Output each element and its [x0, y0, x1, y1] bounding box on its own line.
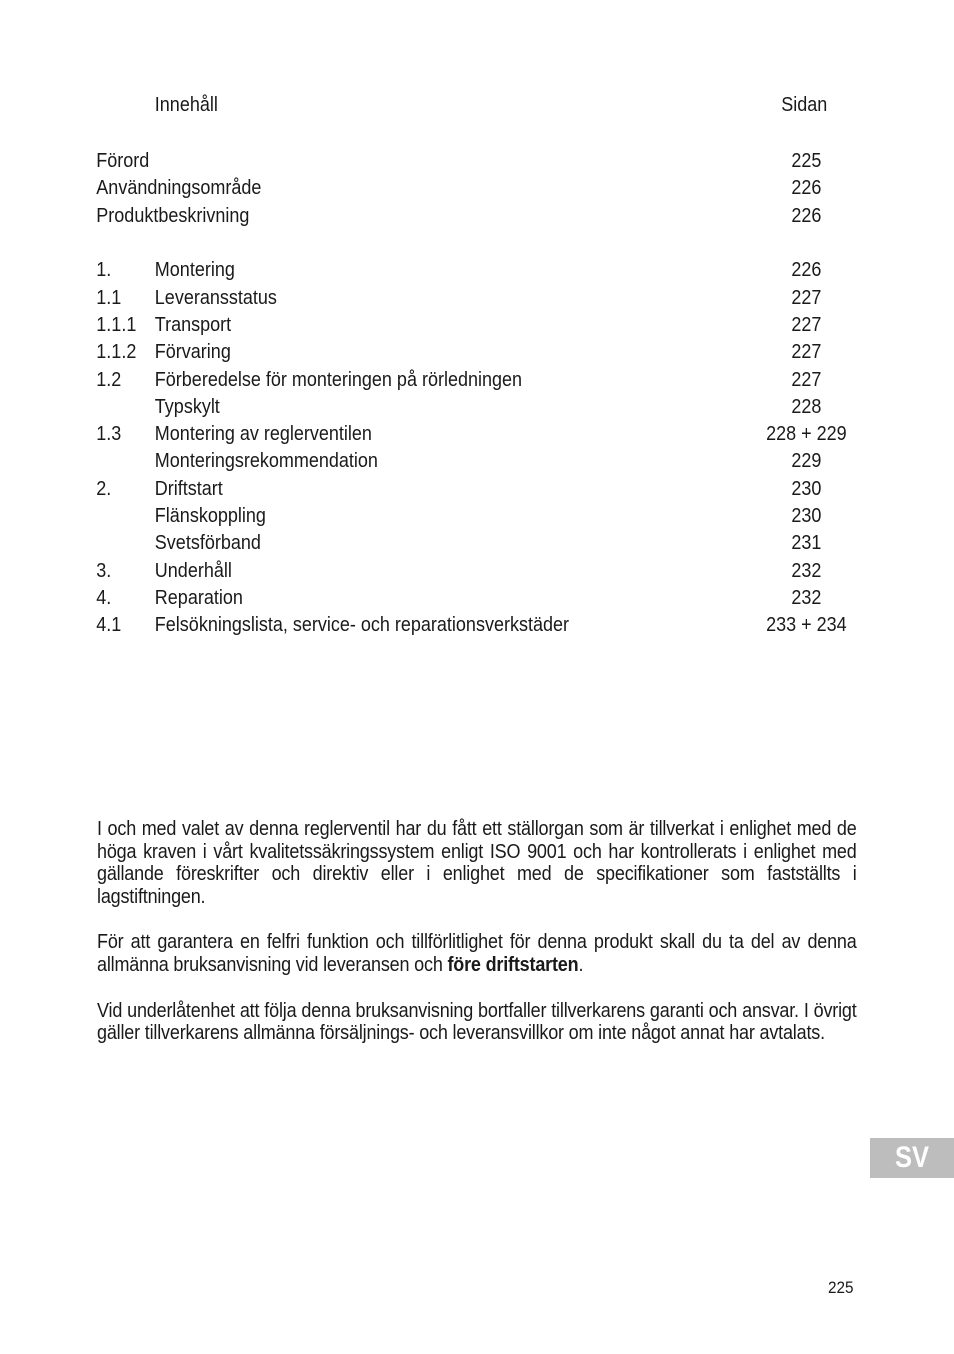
toc-row-section[interactable]: [0, 395, 954, 422]
toc-row-application-area[interactable]: [0, 176, 954, 203]
toc-row-page: 226: [791, 259, 822, 282]
intro-emphasis: före driftstarten: [447, 953, 579, 976]
toc-row-page: 229: [791, 450, 822, 473]
toc-row-title: Produktbeskrivning: [96, 204, 250, 227]
toc-row-title: Användningsområde: [96, 177, 262, 200]
toc-row-page: 225: [791, 150, 822, 172]
toc-row-page: 231: [791, 532, 822, 555]
toc-row-number: 1.3: [96, 423, 122, 446]
toc-row-page: 227: [791, 368, 822, 391]
toc-row-section[interactable]: [0, 477, 954, 504]
toc-row-title: Flänskoppling: [154, 505, 266, 528]
toc-page-heading: Sidan: [781, 94, 828, 116]
toc-row-section[interactable]: [0, 422, 954, 449]
toc-row-page: 226: [791, 177, 822, 200]
intro-paragraph-text: För att garantera en felfri funktion och tillförlitlighet för denna produkt skall du ta del av denna allmänna bruksanvisning vid leveransen och: [97, 931, 857, 976]
toc-row-page: 228: [791, 395, 822, 418]
toc-header: [0, 94, 859, 118]
toc-row-title: Monteringsrekommendation: [154, 450, 378, 473]
toc-row-section[interactable]: [0, 368, 954, 395]
toc-row-section[interactable]: [0, 258, 954, 285]
toc-row-title: Montering av reglerventilen: [154, 423, 372, 446]
toc-row-section[interactable]: [0, 559, 954, 586]
toc-heading: Innehåll: [154, 94, 218, 116]
toc-row-page: 230: [791, 477, 822, 500]
language-tab-label: SV: [894, 1141, 930, 1174]
toc-row-number: 1.: [96, 259, 112, 282]
toc-row-title: Förberedelse för monteringen på rörledningen: [154, 368, 523, 391]
toc-row-title: Förvaring: [154, 341, 231, 364]
toc-row-page: 232: [791, 586, 822, 609]
toc-row-section[interactable]: [0, 449, 954, 476]
toc-row-foreword[interactable]: [0, 149, 954, 176]
toc-row-product-description[interactable]: [0, 204, 954, 231]
toc-row-section[interactable]: [0, 504, 954, 531]
intro-paragraph: [97, 931, 857, 976]
toc-row-section[interactable]: [0, 340, 954, 367]
toc-row-section[interactable]: [0, 286, 954, 313]
toc-row-number: 1.1.2: [96, 341, 137, 364]
toc-row-number: 1.1.1: [96, 313, 137, 336]
toc-row-title: Reparation: [154, 586, 243, 609]
toc-spacer: [0, 231, 954, 259]
toc-row-number: 4.: [96, 586, 112, 609]
toc-row-number: 3.: [96, 559, 112, 582]
toc-row-section[interactable]: [0, 613, 954, 640]
intro-paragraph-end: .: [578, 953, 584, 976]
toc-row-title: Leveransstatus: [154, 286, 277, 309]
toc-row-number: 1.2: [96, 368, 122, 391]
toc-row-title: Förord: [96, 150, 150, 172]
toc-row-page: 233 + 234: [766, 614, 847, 637]
toc-row-page: 227: [791, 286, 822, 309]
toc-row-section[interactable]: [0, 531, 954, 558]
toc-row-title: Felsökningslista, service- och reparationsverkstäder: [154, 614, 569, 637]
toc-row-title: Typskylt: [154, 395, 220, 418]
page-number: 225: [828, 1278, 854, 1297]
table-of-contents: [0, 149, 954, 641]
toc-row-number: 4.1: [96, 614, 122, 637]
toc-row-section[interactable]: [0, 586, 954, 613]
toc-row-page: 228 + 229: [766, 423, 847, 446]
toc-row-title: Montering: [154, 259, 235, 282]
toc-row-number: 2.: [96, 477, 112, 500]
toc-row-number: 1.1: [96, 286, 122, 309]
toc-row-title: Svetsförband: [154, 532, 261, 555]
intro-paragraph: Vid underlåtenhet att följa denna bruksanvisning bortfaller tillverkarens garanti och ansvar. I övrigt gäller tillverkarens allmänna försäljnings- och leveransvillkor om inte något annat har avtalats.: [97, 999, 857, 1045]
toc-row-title: Driftstart: [154, 477, 223, 500]
language-tab[interactable]: [870, 1138, 954, 1178]
toc-row-page: 230: [791, 505, 822, 528]
intro-text: [97, 818, 857, 1068]
toc-row-title: Transport: [154, 313, 232, 336]
toc-row-page: 232: [791, 559, 822, 582]
intro-paragraph: I och med valet av denna reglerventil har du fått ett ställorgan som är tillverkat i enlighet med de höga kraven i vårt kvalitetssäkringssystem enligt ISO 9001 och har kontrollerats i enlighet med gällande föreskrifter och direktiv eller i enlighet med de specifikationer som fastställts i lagstiftningen.: [97, 818, 857, 908]
toc-row-page: 227: [791, 341, 822, 364]
toc-row-page: 227: [791, 313, 822, 336]
toc-row-title: Underhåll: [154, 559, 232, 582]
toc-row-page: 226: [791, 204, 822, 227]
toc-row-section[interactable]: [0, 313, 954, 340]
